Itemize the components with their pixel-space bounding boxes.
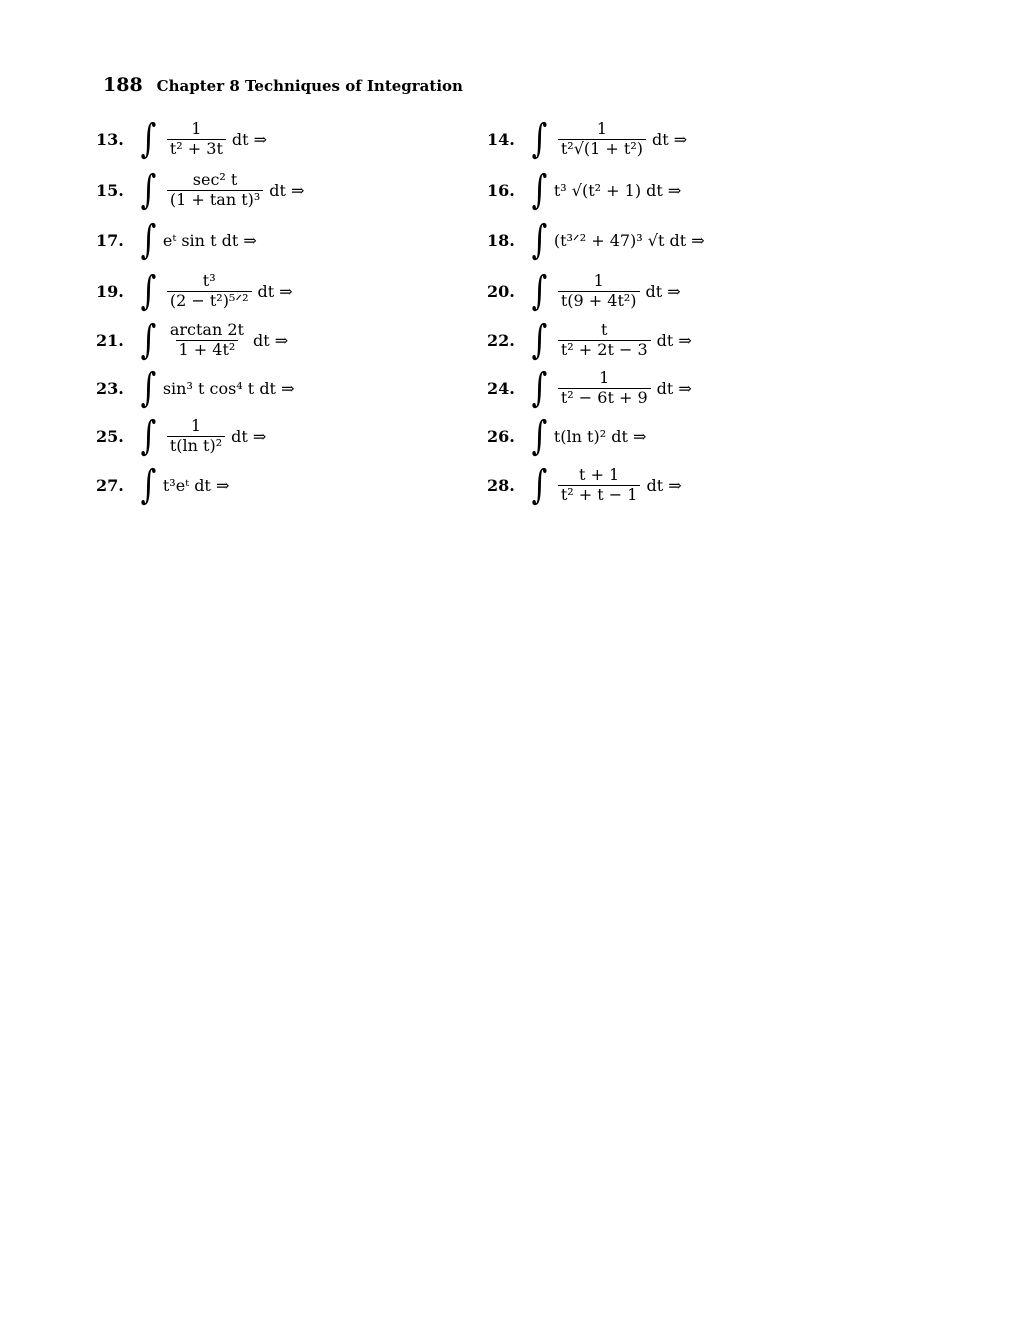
fraction xyxy=(558,321,651,359)
problem-number: 13. xyxy=(96,129,124,149)
problem-22 xyxy=(487,316,692,364)
integral-sign: ∫ xyxy=(531,365,548,411)
problem-20 xyxy=(487,267,681,315)
differential-tail: dt ⇒ xyxy=(252,330,289,350)
problem-number: 26. xyxy=(487,426,515,446)
problem-18 xyxy=(487,216,705,264)
integral-sign: ∫ xyxy=(531,116,548,162)
integral-sign: ∫ xyxy=(531,167,548,213)
fraction xyxy=(167,171,263,209)
problem-number: 21. xyxy=(96,330,124,350)
problem-number: 23. xyxy=(96,378,124,398)
integral-sign: ∫ xyxy=(531,462,548,508)
problem-21 xyxy=(96,316,288,364)
problem-25 xyxy=(96,412,266,460)
problem-number: 24. xyxy=(487,378,515,398)
integrand: eᵗ sin t dt ⇒ xyxy=(162,230,257,250)
denominator: t(ln t)² xyxy=(167,436,225,455)
differential-tail: dt ⇒ xyxy=(646,475,682,495)
chapter-title: Chapter 8 Techniques of Integration xyxy=(156,77,463,95)
numerator: t³ xyxy=(202,271,216,291)
numerator: t xyxy=(601,320,608,340)
numerator: 1 xyxy=(190,416,202,436)
integral-sign: ∫ xyxy=(140,413,157,459)
problem-16 xyxy=(487,166,681,214)
numerator: sec² t xyxy=(192,170,238,190)
problem-19 xyxy=(96,267,293,315)
differential-tail: dt ⇒ xyxy=(269,180,305,200)
problem-24 xyxy=(487,364,692,412)
problem-23 xyxy=(96,364,294,412)
fraction xyxy=(167,120,226,158)
differential-tail: dt ⇒ xyxy=(231,129,268,149)
integrand: t³eᵗ dt ⇒ xyxy=(162,475,230,495)
denominator: (1 + tan t)³ xyxy=(167,190,263,209)
problem-15 xyxy=(96,166,304,214)
denominator: t(9 + 4t²) xyxy=(558,291,640,310)
numerator: 1 xyxy=(593,271,604,291)
integrand: t(ln t)² dt ⇒ xyxy=(553,426,647,446)
denominator: t²√(1 + t²) xyxy=(558,139,646,158)
problem-27 xyxy=(96,461,229,509)
integral-sign: ∫ xyxy=(140,317,157,363)
differential-tail: dt ⇒ xyxy=(257,281,293,301)
integral-sign: ∫ xyxy=(140,167,157,213)
problem-number: 20. xyxy=(487,281,515,301)
integrand: (t³ᐟ² + 47)³ √t dt ⇒ xyxy=(553,230,705,250)
problem-number: 27. xyxy=(96,475,124,495)
problem-26 xyxy=(487,412,646,460)
integral-sign: ∫ xyxy=(140,462,157,508)
denominator: t² − 6t + 9 xyxy=(558,388,651,407)
differential-tail: dt ⇒ xyxy=(645,281,681,301)
denominator: t² + 3t xyxy=(167,139,226,158)
fraction xyxy=(558,272,640,310)
problem-number: 14. xyxy=(487,129,515,149)
denominator: t² + t − 1 xyxy=(558,485,641,504)
problem-28 xyxy=(487,461,682,509)
numerator: 1 xyxy=(191,119,202,139)
integral-sign: ∫ xyxy=(140,116,157,162)
integral-sign: ∫ xyxy=(140,217,157,263)
integral-sign: ∫ xyxy=(140,268,157,314)
denominator: 1 + 4t² xyxy=(176,340,239,359)
fraction xyxy=(167,272,252,310)
differential-tail: dt ⇒ xyxy=(656,378,692,398)
fraction xyxy=(558,369,651,407)
integrand: sin³ t cos⁴ t dt ⇒ xyxy=(162,378,295,398)
integral-sign: ∫ xyxy=(531,268,548,314)
integral-sign: ∫ xyxy=(531,413,548,459)
fraction xyxy=(558,120,646,158)
integral-sign: ∫ xyxy=(531,217,548,263)
numerator: arctan 2t xyxy=(169,320,244,340)
fraction xyxy=(167,321,247,359)
fraction xyxy=(167,417,225,455)
problem-number: 17. xyxy=(96,230,124,250)
numerator: 1 xyxy=(599,368,610,388)
differential-tail: dt ⇒ xyxy=(231,426,267,446)
problem-number: 16. xyxy=(487,180,515,200)
problem-13 xyxy=(96,115,267,163)
differential-tail: dt ⇒ xyxy=(656,330,692,350)
differential-tail: dt ⇒ xyxy=(651,129,688,149)
numerator: t + 1 xyxy=(579,465,620,485)
problem-14 xyxy=(487,115,687,163)
integral-sign: ∫ xyxy=(140,365,157,411)
page-header xyxy=(103,74,463,96)
integral-sign: ∫ xyxy=(531,317,548,363)
integrand: t³ √(t² + 1) dt ⇒ xyxy=(553,180,682,200)
numerator: 1 xyxy=(596,119,607,139)
problem-number: 25. xyxy=(96,426,124,446)
denominator: t² + 2t − 3 xyxy=(558,340,651,359)
problem-number: 22. xyxy=(487,330,515,350)
problem-number: 19. xyxy=(96,281,124,301)
problem-17 xyxy=(96,216,257,264)
problem-number: 28. xyxy=(487,475,515,495)
fraction xyxy=(558,466,641,504)
problem-number: 18. xyxy=(487,230,515,250)
problem-number: 15. xyxy=(96,180,124,200)
denominator: (2 − t²)⁵ᐟ² xyxy=(167,291,252,310)
page-number: 188 xyxy=(103,74,143,96)
